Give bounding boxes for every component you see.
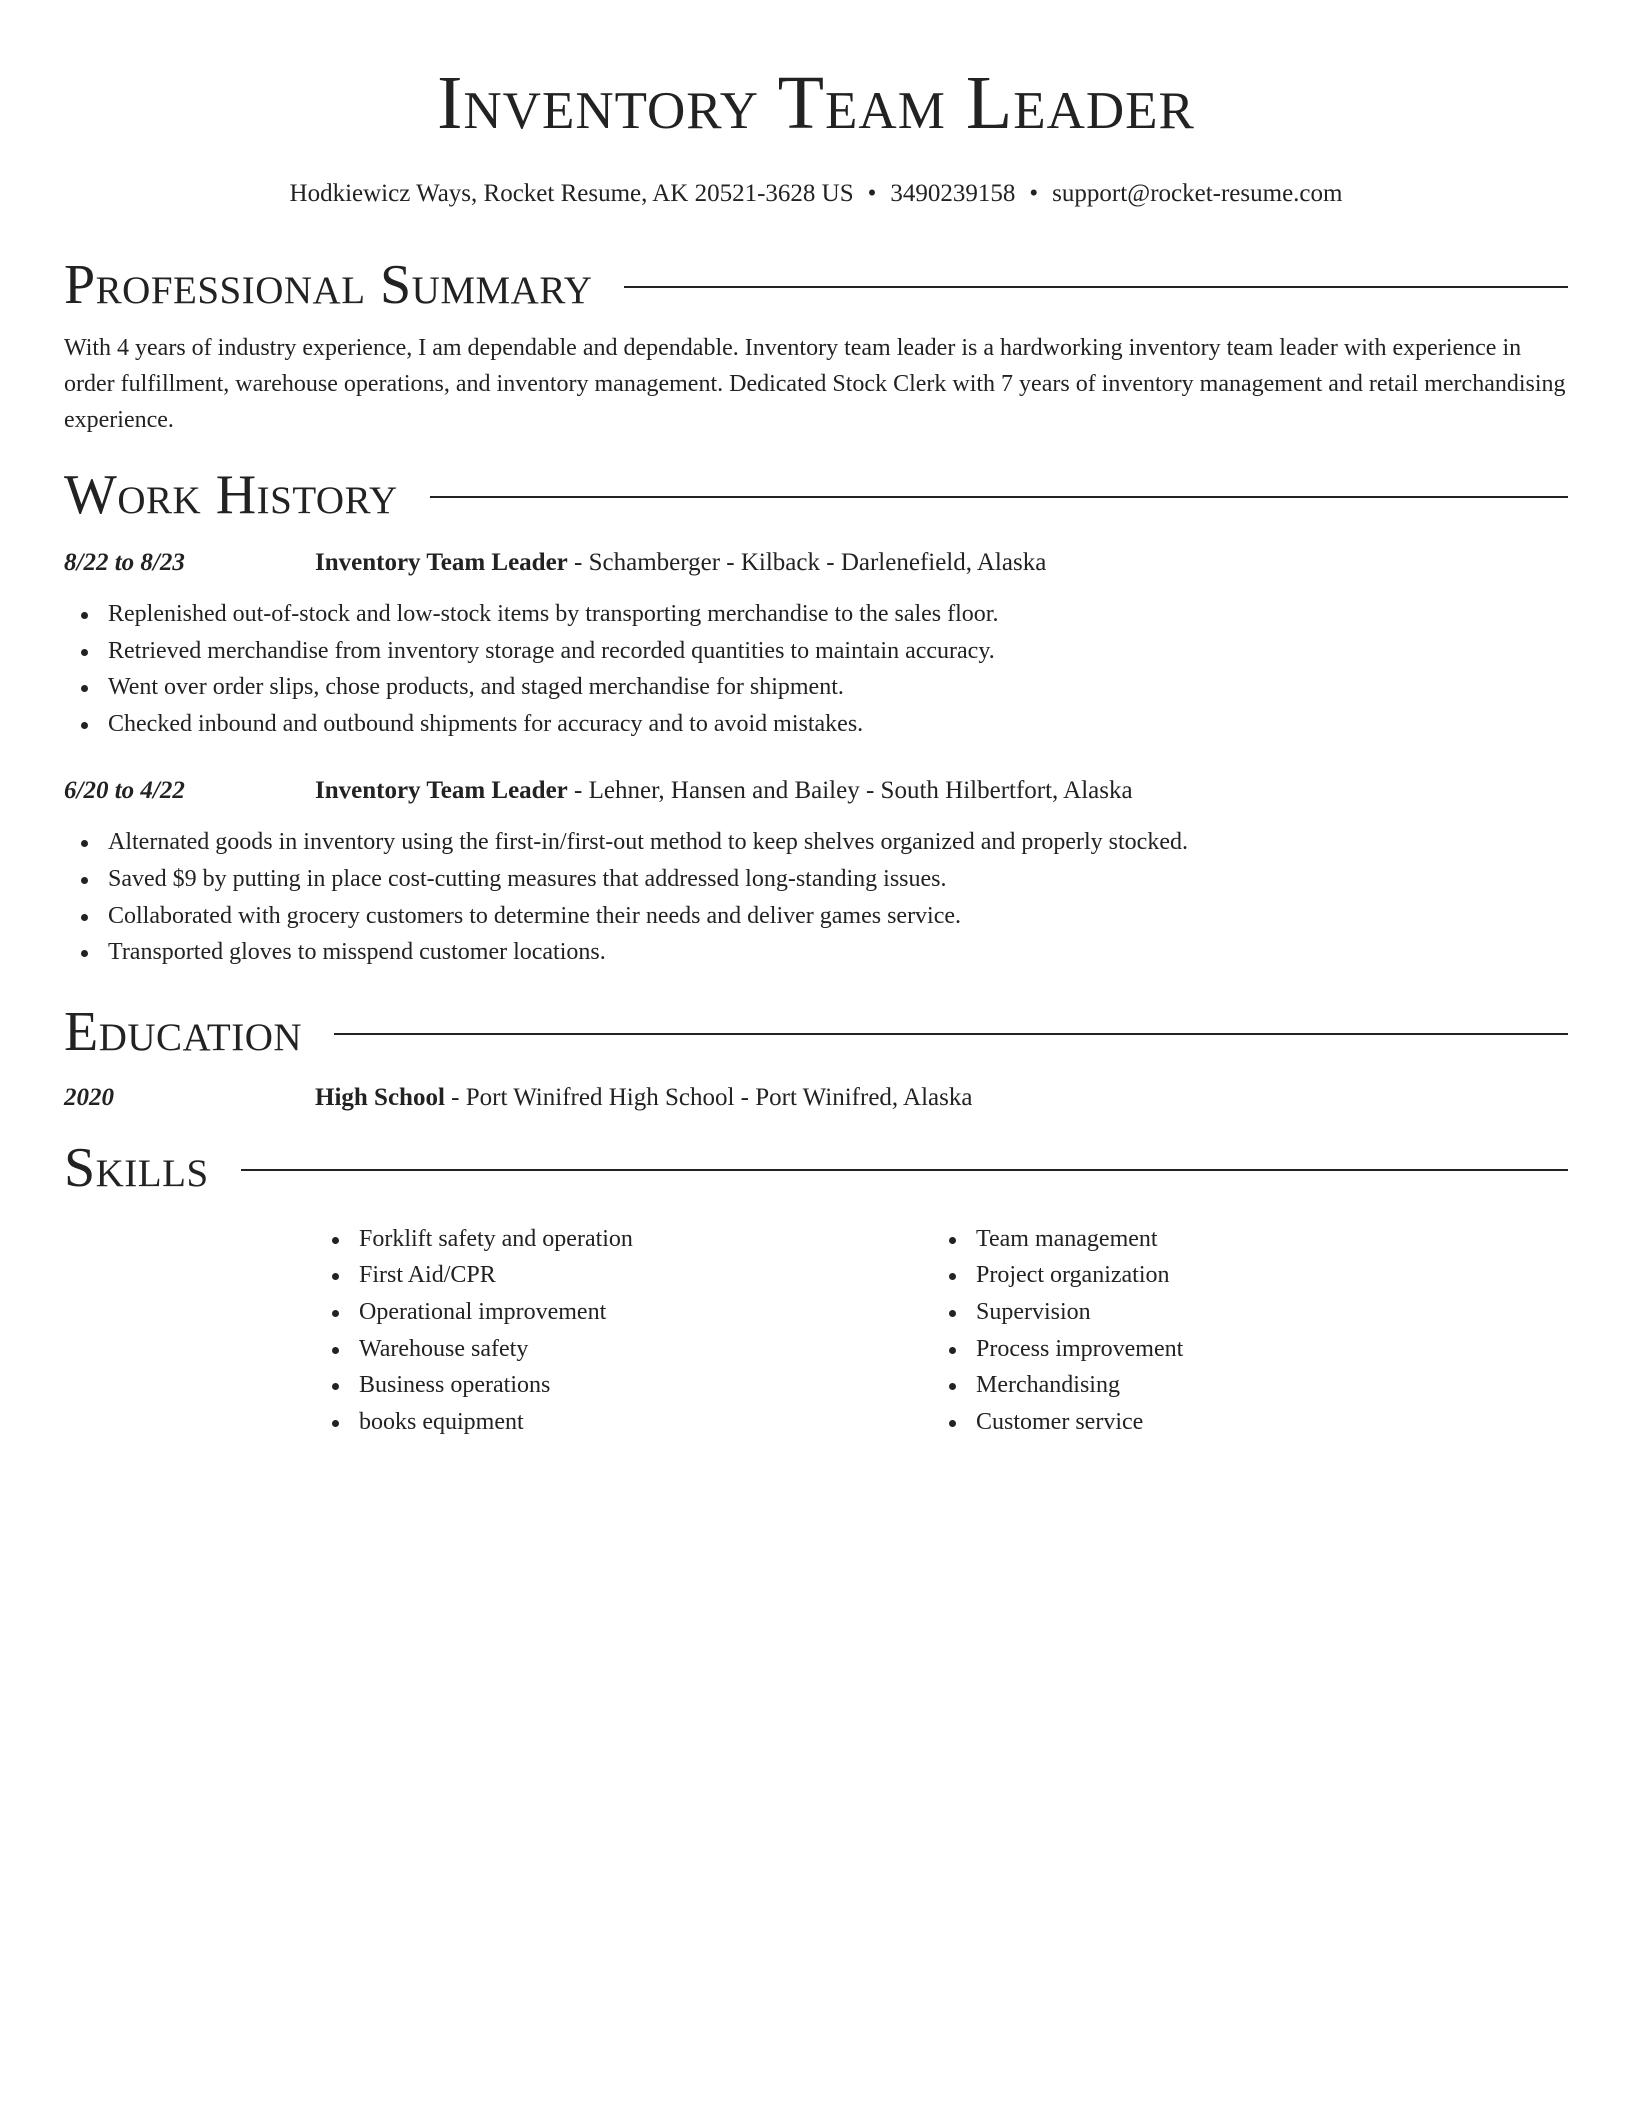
skills-title: Skills: [64, 1136, 209, 1199]
work-title: Work History: [64, 464, 398, 526]
skills-column-left: [315, 1221, 932, 1441]
summary-title: Professional Summary: [64, 254, 593, 316]
list-item: Saved $9 by putting in place cost-cutting measures that addressed long-standing issues.: [64, 861, 1568, 898]
job-bullets: [64, 824, 1568, 970]
section-divider: [624, 286, 1568, 288]
contact-separator: •: [867, 180, 877, 207]
education-degree: High School: [315, 1083, 445, 1111]
skill-item: First Aid/CPR: [315, 1257, 932, 1294]
section-divider: [334, 1033, 1568, 1035]
contact-address: Hodkiewicz Ways, Rocket Resume, AK 20521-3628 US: [289, 180, 854, 207]
skill-item: Project organization: [932, 1257, 1549, 1294]
job-title-line: [315, 774, 1133, 808]
contact-line: [64, 178, 1568, 210]
job-dates: 8/22 to 8/23: [64, 549, 185, 576]
job-bullets: [64, 596, 1568, 742]
education-line: [315, 1081, 972, 1115]
skills-section-header: [64, 1135, 1568, 1201]
summary-section-header: [64, 252, 1568, 318]
job-dates: 6/20 to 4/22: [64, 777, 185, 805]
skill-item: Process improvement: [932, 1331, 1549, 1368]
skills-column-right: [932, 1221, 1549, 1441]
job-details: - Schamberger - Kilback - Darlenefield, Alaska: [567, 549, 1047, 576]
skill-item: Team management: [932, 1221, 1549, 1258]
contact-phone: 3490239158: [890, 180, 1016, 207]
job-role: Inventory Team Leader: [315, 777, 568, 805]
section-divider: [241, 1169, 1568, 1171]
job-header: [64, 546, 1568, 580]
skills-list: [315, 1221, 1568, 1441]
list-item: Transported gloves to misspend customer locations.: [64, 934, 1568, 971]
list-item: Checked inbound and outbound shipments for accuracy and to avoid mistakes.: [64, 706, 1568, 743]
skill-item: Operational improvement: [315, 1294, 932, 1331]
education-entry: [64, 1081, 1568, 1115]
job-entry: [64, 546, 1568, 742]
list-item: Retrieved merchandise from inventory storage and recorded quantities to maintain accuracy.: [64, 633, 1568, 670]
skill-item: Merchandising: [932, 1367, 1549, 1404]
candidate-name: Inventory Team Leader: [437, 61, 1195, 145]
job-details: - Lehner, Hansen and Bailey - South Hilbertfort, Alaska: [567, 777, 1133, 805]
job-title-line: [315, 546, 1046, 580]
education-year: 2020: [64, 1083, 114, 1111]
skill-item: Customer service: [932, 1404, 1549, 1441]
list-item: Replenished out-of-stock and low-stock items by transporting merchandise to the sales floor.: [64, 596, 1568, 633]
section-divider: [430, 496, 1568, 498]
contact-separator: •: [1029, 180, 1039, 207]
resume-page: [64, 0, 1568, 1440]
skill-item: books equipment: [315, 1404, 932, 1441]
list-item: Went over order slips, chose products, and staged merchandise for shipment.: [64, 669, 1568, 706]
skill-item: Supervision: [932, 1294, 1549, 1331]
skill-item: Forklift safety and operation: [315, 1221, 932, 1258]
list-item: Collaborated with grocery customers to determine their needs and deliver games service.: [64, 898, 1568, 935]
education-title: Education: [64, 1000, 303, 1063]
summary-text: With 4 years of industry experience, I am dependable and dependable. Inventory team leader is a hardworking inventory team leader with experience in order fulfillment, warehouse operations, and inventory management. Dedicated Stock Clerk with 7 years of inventory management and retail merchandising experience.: [64, 335, 1566, 433]
work-section-header: [64, 462, 1568, 528]
job-entry: [64, 774, 1568, 970]
education-section-header: [64, 999, 1568, 1065]
contact-email: support@rocket-resume.com: [1052, 180, 1343, 207]
list-item: Alternated goods in inventory using the first-in/first-out method to keep shelves organized and properly stocked.: [64, 824, 1568, 861]
skill-item: Business operations: [315, 1367, 932, 1404]
education-details: - Port Winifred High School - Port Winifred, Alaska: [444, 1083, 973, 1111]
job-header: [64, 774, 1568, 808]
job-role: Inventory Team Leader: [315, 549, 568, 576]
skill-item: Warehouse safety: [315, 1331, 932, 1368]
